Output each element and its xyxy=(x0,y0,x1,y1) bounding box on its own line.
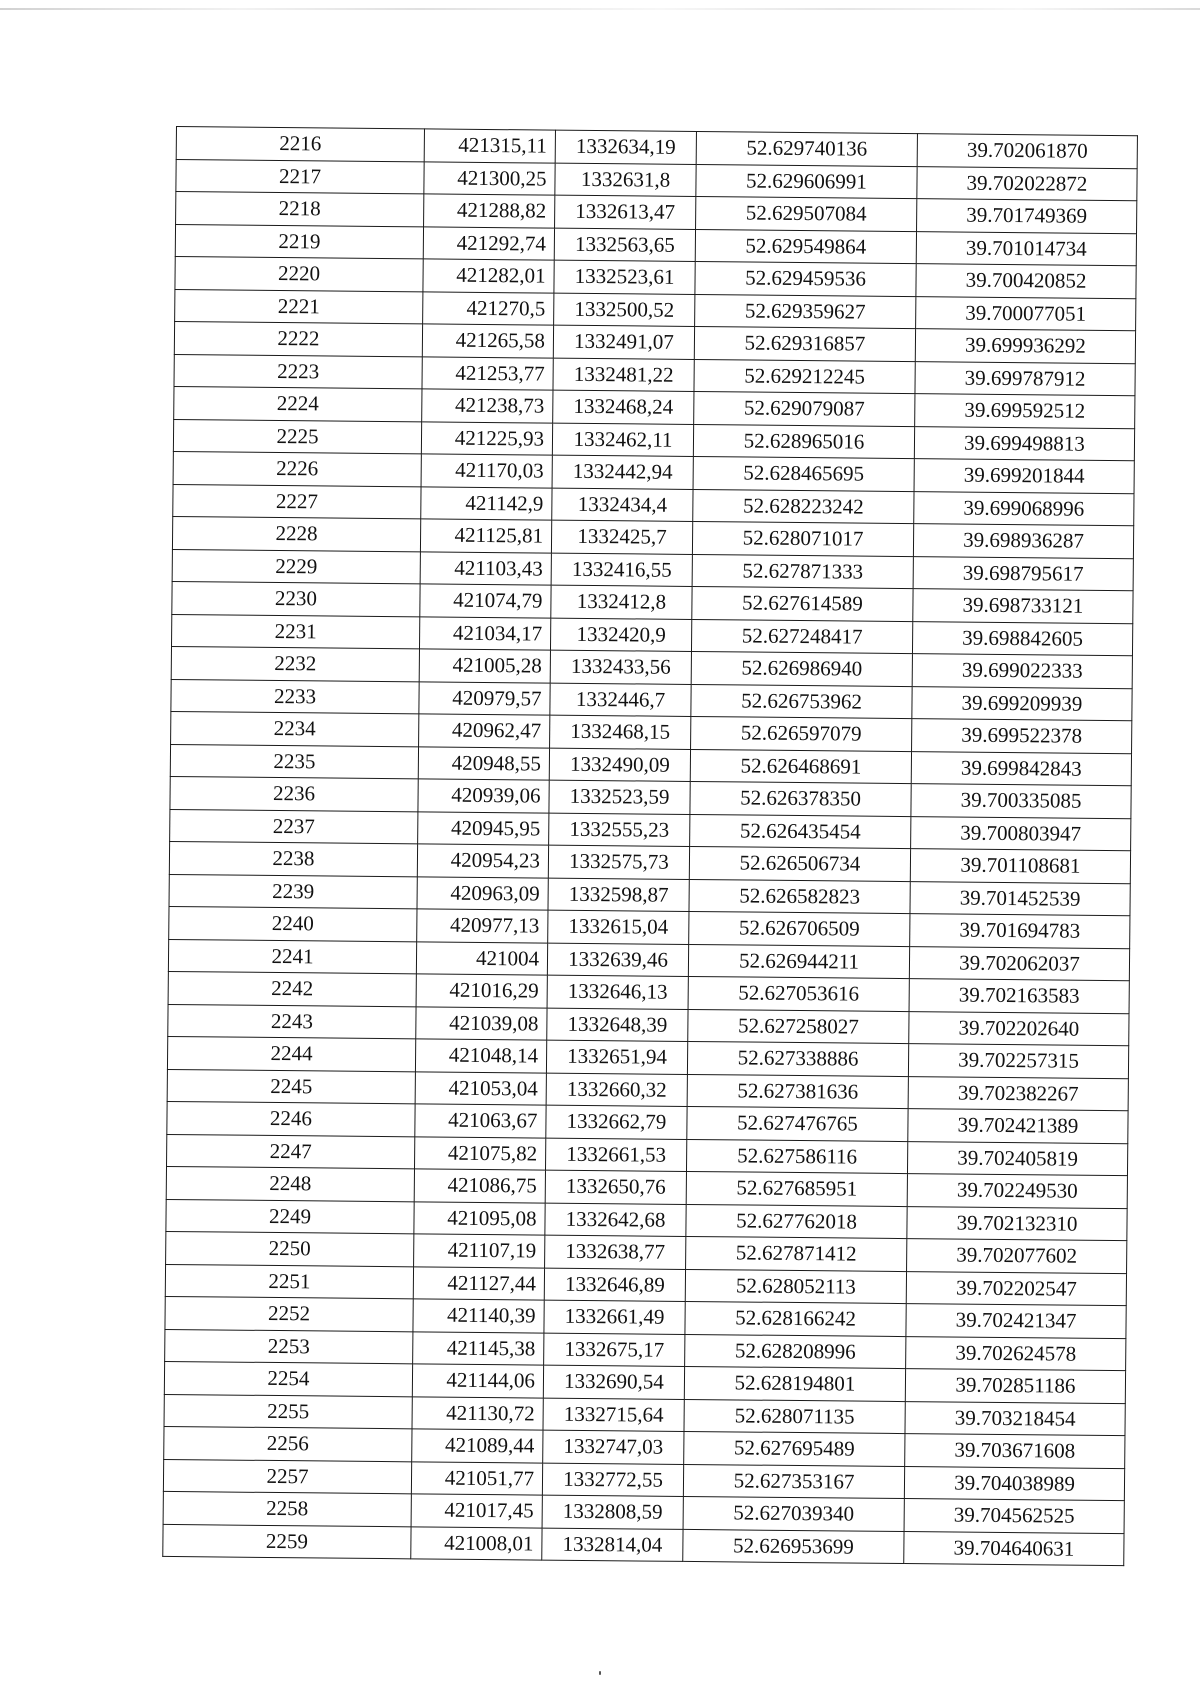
latitude-cell: 52.627381636 xyxy=(687,1074,908,1109)
longitude-cell: 39.702022872 xyxy=(917,166,1137,201)
latitude-cell: 52.627695489 xyxy=(684,1431,905,1466)
x-coordinate-cell: 421282,01 xyxy=(423,259,554,293)
y-coordinate-cell: 1332598,87 xyxy=(548,878,689,912)
point-number-cell: 2231 xyxy=(172,614,420,649)
y-coordinate-cell: 1332660,32 xyxy=(546,1073,687,1107)
longitude-cell: 39.702202640 xyxy=(909,1011,1129,1046)
x-coordinate-cell: 421089,44 xyxy=(412,1429,543,1463)
latitude-cell: 52.627258027 xyxy=(688,1009,909,1044)
point-number-cell: 2238 xyxy=(169,841,417,876)
y-coordinate-cell: 1332468,15 xyxy=(550,715,691,749)
x-coordinate-cell: 421170,03 xyxy=(421,454,552,488)
y-coordinate-cell: 1332420,9 xyxy=(550,618,691,652)
y-coordinate-cell: 1332468,24 xyxy=(553,390,694,424)
longitude-cell: 39.699201844 xyxy=(914,459,1134,494)
x-coordinate-cell: 421140,39 xyxy=(413,1299,544,1333)
latitude-cell: 52.629212245 xyxy=(694,359,915,394)
point-number-cell: 2241 xyxy=(168,939,416,974)
x-coordinate-cell: 421048,14 xyxy=(415,1039,546,1073)
longitude-cell: 39.701014734 xyxy=(916,231,1136,266)
y-coordinate-cell: 1332638,77 xyxy=(545,1235,686,1269)
point-number-cell: 2236 xyxy=(170,776,418,811)
longitude-cell: 39.702163583 xyxy=(909,979,1129,1014)
longitude-cell: 39.699936292 xyxy=(915,329,1135,364)
coordinates-table xyxy=(162,126,1138,1566)
longitude-cell: 39.702421347 xyxy=(906,1304,1126,1339)
point-number-cell: 2246 xyxy=(167,1101,415,1136)
point-number-cell: 2221 xyxy=(175,289,423,324)
latitude-cell: 52.627762018 xyxy=(686,1204,907,1239)
point-number-cell: 2242 xyxy=(168,971,416,1006)
x-coordinate-cell: 421107,19 xyxy=(414,1234,545,1268)
longitude-cell: 39.701694783 xyxy=(910,914,1130,949)
latitude-cell: 52.628071135 xyxy=(684,1399,905,1434)
x-coordinate-cell: 421074,79 xyxy=(420,584,551,618)
latitude-cell: 52.628965016 xyxy=(693,424,914,459)
longitude-cell: 39.702624578 xyxy=(906,1336,1126,1371)
longitude-cell: 39.703671608 xyxy=(905,1434,1125,1469)
x-coordinate-cell: 421016,29 xyxy=(416,974,547,1008)
x-coordinate-cell: 421039,08 xyxy=(416,1006,547,1040)
point-number-cell: 2239 xyxy=(169,874,417,909)
latitude-cell: 52.629359627 xyxy=(695,294,916,329)
y-coordinate-cell: 1332808,59 xyxy=(542,1495,683,1529)
y-coordinate-cell: 1332650,76 xyxy=(545,1170,686,1204)
x-coordinate-cell: 421300,25 xyxy=(424,161,555,195)
longitude-cell: 39.699498813 xyxy=(914,426,1134,461)
longitude-cell: 39.698936287 xyxy=(913,524,1133,559)
latitude-cell: 52.627586116 xyxy=(686,1139,907,1174)
longitude-cell: 39.700335085 xyxy=(911,784,1131,819)
longitude-cell: 39.702382267 xyxy=(908,1076,1128,1111)
point-number-cell: 2252 xyxy=(165,1296,413,1331)
longitude-cell: 39.702202547 xyxy=(906,1271,1126,1306)
latitude-cell: 52.626506734 xyxy=(689,846,910,881)
latitude-cell: 52.628052113 xyxy=(685,1269,906,1304)
longitude-cell: 39.701749369 xyxy=(917,199,1137,234)
x-coordinate-cell: 421008,01 xyxy=(411,1526,542,1560)
y-coordinate-cell: 1332642,68 xyxy=(545,1203,686,1237)
latitude-cell: 52.627053616 xyxy=(688,976,909,1011)
point-number-cell: 2216 xyxy=(176,127,424,162)
y-coordinate-cell: 1332490,09 xyxy=(549,748,690,782)
longitude-cell: 39.700420852 xyxy=(916,264,1136,299)
latitude-cell: 52.626468691 xyxy=(690,749,911,784)
y-coordinate-cell: 1332446,7 xyxy=(550,683,691,717)
point-number-cell: 2219 xyxy=(175,224,423,259)
x-coordinate-cell: 421103,43 xyxy=(420,551,551,585)
point-number-cell: 2230 xyxy=(172,581,420,616)
longitude-cell: 39.698842605 xyxy=(912,621,1132,656)
y-coordinate-cell: 1332690,54 xyxy=(543,1365,684,1399)
x-coordinate-cell: 421130,72 xyxy=(412,1396,543,1430)
y-coordinate-cell: 1332412,8 xyxy=(551,585,692,619)
latitude-cell: 52.626944211 xyxy=(688,944,909,979)
point-number-cell: 2228 xyxy=(172,516,420,551)
x-coordinate-cell: 421253,77 xyxy=(422,356,553,390)
y-coordinate-cell: 1332651,94 xyxy=(546,1040,687,1074)
x-coordinate-cell: 421145,38 xyxy=(413,1331,544,1365)
longitude-cell: 39.700077051 xyxy=(916,296,1136,331)
point-number-cell: 2251 xyxy=(165,1264,413,1299)
latitude-cell: 52.629507084 xyxy=(696,196,917,231)
point-number-cell: 2232 xyxy=(171,646,419,681)
latitude-cell: 52.626435454 xyxy=(690,814,911,849)
latitude-cell: 52.628465695 xyxy=(693,456,914,491)
latitude-cell: 52.627871412 xyxy=(686,1236,907,1271)
point-number-cell: 2247 xyxy=(167,1134,415,1169)
point-number-cell: 2223 xyxy=(174,354,422,389)
longitude-cell: 39.702421389 xyxy=(908,1109,1128,1144)
longitude-cell: 39.699592512 xyxy=(915,394,1135,429)
y-coordinate-cell: 1332555,23 xyxy=(549,813,690,847)
longitude-cell: 39.702249530 xyxy=(907,1174,1127,1209)
y-coordinate-cell: 1332416,55 xyxy=(551,553,692,587)
point-number-cell: 2234 xyxy=(171,711,419,746)
latitude-cell: 52.627871333 xyxy=(692,554,913,589)
point-number-cell: 2222 xyxy=(174,321,422,356)
y-coordinate-cell: 1332772,55 xyxy=(542,1463,683,1497)
x-coordinate-cell: 421095,08 xyxy=(414,1201,545,1235)
longitude-cell: 39.702061870 xyxy=(917,134,1137,169)
x-coordinate-cell: 421017,45 xyxy=(411,1494,542,1528)
y-coordinate-cell: 1332662,79 xyxy=(546,1105,687,1139)
latitude-cell: 52.629316857 xyxy=(694,326,915,361)
point-number-cell: 2218 xyxy=(176,192,424,227)
y-coordinate-cell: 1332523,61 xyxy=(554,260,695,294)
y-coordinate-cell: 1332615,04 xyxy=(548,910,689,944)
point-number-cell: 2220 xyxy=(175,256,423,291)
point-number-cell: 2229 xyxy=(172,549,420,584)
y-coordinate-cell: 1332442,94 xyxy=(552,455,693,489)
y-coordinate-cell: 1332675,17 xyxy=(544,1333,685,1367)
latitude-cell: 52.628166242 xyxy=(685,1301,906,1336)
x-coordinate-cell: 421005,28 xyxy=(419,649,550,683)
x-coordinate-cell: 421288,82 xyxy=(424,194,555,228)
point-number-cell: 2257 xyxy=(163,1459,411,1494)
y-coordinate-cell: 1332500,52 xyxy=(554,293,695,327)
longitude-cell: 39.699209939 xyxy=(912,686,1132,721)
x-coordinate-cell: 421086,75 xyxy=(414,1169,545,1203)
point-number-cell: 2256 xyxy=(164,1426,412,1461)
point-number-cell: 2254 xyxy=(164,1361,412,1396)
y-coordinate-cell: 1332661,49 xyxy=(544,1300,685,1334)
longitude-cell: 39.702405819 xyxy=(907,1141,1127,1176)
point-number-cell: 2217 xyxy=(176,159,424,194)
latitude-cell: 52.627338886 xyxy=(687,1041,908,1076)
longitude-cell: 39.704640631 xyxy=(904,1531,1124,1566)
x-coordinate-cell: 421238,73 xyxy=(422,389,553,423)
y-coordinate-cell: 1332563,65 xyxy=(554,228,695,262)
latitude-cell: 52.627353167 xyxy=(683,1464,904,1499)
y-coordinate-cell: 1332481,22 xyxy=(553,358,694,392)
y-coordinate-cell: 1332491,07 xyxy=(553,325,694,359)
y-coordinate-cell: 1332646,89 xyxy=(544,1268,685,1302)
x-coordinate-cell: 421051,77 xyxy=(411,1461,542,1495)
longitude-cell: 39.699787912 xyxy=(915,361,1135,396)
scan-edge-artifact xyxy=(0,8,1200,10)
longitude-cell: 39.702132310 xyxy=(907,1206,1127,1241)
longitude-cell: 39.701452539 xyxy=(910,881,1130,916)
longitude-cell: 39.699522378 xyxy=(912,719,1132,754)
y-coordinate-cell: 1332523,59 xyxy=(549,780,690,814)
latitude-cell: 52.629606991 xyxy=(696,164,917,199)
point-number-cell: 2245 xyxy=(167,1069,415,1104)
y-coordinate-cell: 1332639,46 xyxy=(547,943,688,977)
x-coordinate-cell: 420945,95 xyxy=(418,811,549,845)
y-coordinate-cell: 1332648,39 xyxy=(547,1008,688,1042)
longitude-cell: 39.699068996 xyxy=(914,491,1134,526)
point-number-cell: 2259 xyxy=(163,1524,411,1559)
point-number-cell: 2233 xyxy=(171,679,419,714)
longitude-cell: 39.702851186 xyxy=(905,1369,1125,1404)
latitude-cell: 52.628208996 xyxy=(685,1334,906,1369)
longitude-cell: 39.698795617 xyxy=(913,556,1133,591)
latitude-cell: 52.626378350 xyxy=(690,781,911,816)
x-coordinate-cell: 421225,93 xyxy=(421,421,552,455)
latitude-cell: 52.626986940 xyxy=(691,651,912,686)
x-coordinate-cell: 421315,11 xyxy=(424,129,555,163)
longitude-cell: 39.699842843 xyxy=(911,751,1131,786)
x-coordinate-cell: 421075,82 xyxy=(415,1136,546,1170)
point-number-cell: 2258 xyxy=(163,1491,411,1526)
latitude-cell: 52.627039340 xyxy=(683,1496,904,1531)
latitude-cell: 52.629459536 xyxy=(695,261,916,296)
point-number-cell: 2250 xyxy=(166,1231,414,1266)
longitude-cell: 39.699022333 xyxy=(912,654,1132,689)
point-number-cell: 2253 xyxy=(165,1329,413,1364)
longitude-cell: 39.702062037 xyxy=(909,946,1129,981)
latitude-cell: 52.626582823 xyxy=(689,879,910,914)
point-number-cell: 2226 xyxy=(173,451,421,486)
longitude-cell: 39.698733121 xyxy=(913,589,1133,624)
point-number-cell: 2243 xyxy=(168,1004,416,1039)
x-coordinate-cell: 421053,04 xyxy=(415,1071,546,1105)
longitude-cell: 39.700803947 xyxy=(911,816,1131,851)
latitude-cell: 52.626706509 xyxy=(689,911,910,946)
point-number-cell: 2227 xyxy=(173,484,421,519)
latitude-cell: 52.626597079 xyxy=(691,716,912,751)
x-coordinate-cell: 420962,47 xyxy=(419,714,550,748)
point-number-cell: 2224 xyxy=(174,386,422,421)
scan-speck xyxy=(599,1671,601,1675)
latitude-cell: 52.627476765 xyxy=(687,1106,908,1141)
x-coordinate-cell: 420979,57 xyxy=(419,681,550,715)
x-coordinate-cell: 421063,67 xyxy=(415,1104,546,1138)
y-coordinate-cell: 1332634,19 xyxy=(555,130,696,164)
latitude-cell: 52.627685951 xyxy=(686,1171,907,1206)
point-number-cell: 2240 xyxy=(169,906,417,941)
latitude-cell: 52.628194801 xyxy=(684,1366,905,1401)
x-coordinate-cell: 421125,81 xyxy=(420,519,551,553)
y-coordinate-cell: 1332631,8 xyxy=(555,163,696,197)
y-coordinate-cell: 1332747,03 xyxy=(543,1430,684,1464)
point-number-cell: 2225 xyxy=(173,419,421,454)
longitude-cell: 39.701108681 xyxy=(910,849,1130,884)
x-coordinate-cell: 421142,9 xyxy=(421,486,552,520)
latitude-cell: 52.627614589 xyxy=(692,586,913,621)
y-coordinate-cell: 1332715,64 xyxy=(543,1398,684,1432)
x-coordinate-cell: 420939,06 xyxy=(418,779,549,813)
x-coordinate-cell: 420963,09 xyxy=(417,876,548,910)
latitude-cell: 52.626953699 xyxy=(683,1529,904,1564)
latitude-cell: 52.629079087 xyxy=(694,391,915,426)
x-coordinate-cell: 421292,74 xyxy=(423,226,554,260)
point-number-cell: 2244 xyxy=(167,1036,415,1071)
longitude-cell: 39.704038989 xyxy=(904,1466,1124,1501)
x-coordinate-cell: 420948,55 xyxy=(418,746,549,780)
latitude-cell: 52.629549864 xyxy=(695,229,916,264)
y-coordinate-cell: 1332434,4 xyxy=(552,488,693,522)
longitude-cell: 39.702257315 xyxy=(908,1044,1128,1079)
point-number-cell: 2255 xyxy=(164,1394,412,1429)
latitude-cell: 52.629740136 xyxy=(696,131,917,166)
x-coordinate-cell: 421004 xyxy=(416,941,547,975)
x-coordinate-cell: 421270,5 xyxy=(423,291,554,325)
latitude-cell: 52.628223242 xyxy=(693,489,914,524)
latitude-cell: 52.626753962 xyxy=(691,684,912,719)
y-coordinate-cell: 1332575,73 xyxy=(548,845,689,879)
coordinates-table-body xyxy=(163,127,1138,1566)
x-coordinate-cell: 421034,17 xyxy=(419,616,550,650)
longitude-cell: 39.703218454 xyxy=(905,1401,1125,1436)
point-number-cell: 2248 xyxy=(166,1166,414,1201)
latitude-cell: 52.628071017 xyxy=(692,521,913,556)
point-number-cell: 2249 xyxy=(166,1199,414,1234)
x-coordinate-cell: 421127,44 xyxy=(413,1266,544,1300)
y-coordinate-cell: 1332462,11 xyxy=(552,423,693,457)
y-coordinate-cell: 1332646,13 xyxy=(547,975,688,1009)
y-coordinate-cell: 1332425,7 xyxy=(551,520,692,554)
point-number-cell: 2235 xyxy=(170,744,418,779)
y-coordinate-cell: 1332433,56 xyxy=(550,650,691,684)
point-number-cell: 2237 xyxy=(170,809,418,844)
y-coordinate-cell: 1332814,04 xyxy=(542,1528,683,1562)
x-coordinate-cell: 421144,06 xyxy=(412,1364,543,1398)
y-coordinate-cell: 1332613,47 xyxy=(555,195,696,229)
longitude-cell: 39.704562525 xyxy=(904,1499,1124,1534)
x-coordinate-cell: 420954,23 xyxy=(417,844,548,878)
x-coordinate-cell: 421265,58 xyxy=(422,324,553,358)
x-coordinate-cell: 420977,13 xyxy=(417,909,548,943)
y-coordinate-cell: 1332661,53 xyxy=(545,1138,686,1172)
longitude-cell: 39.702077602 xyxy=(907,1239,1127,1274)
latitude-cell: 52.627248417 xyxy=(691,619,912,654)
